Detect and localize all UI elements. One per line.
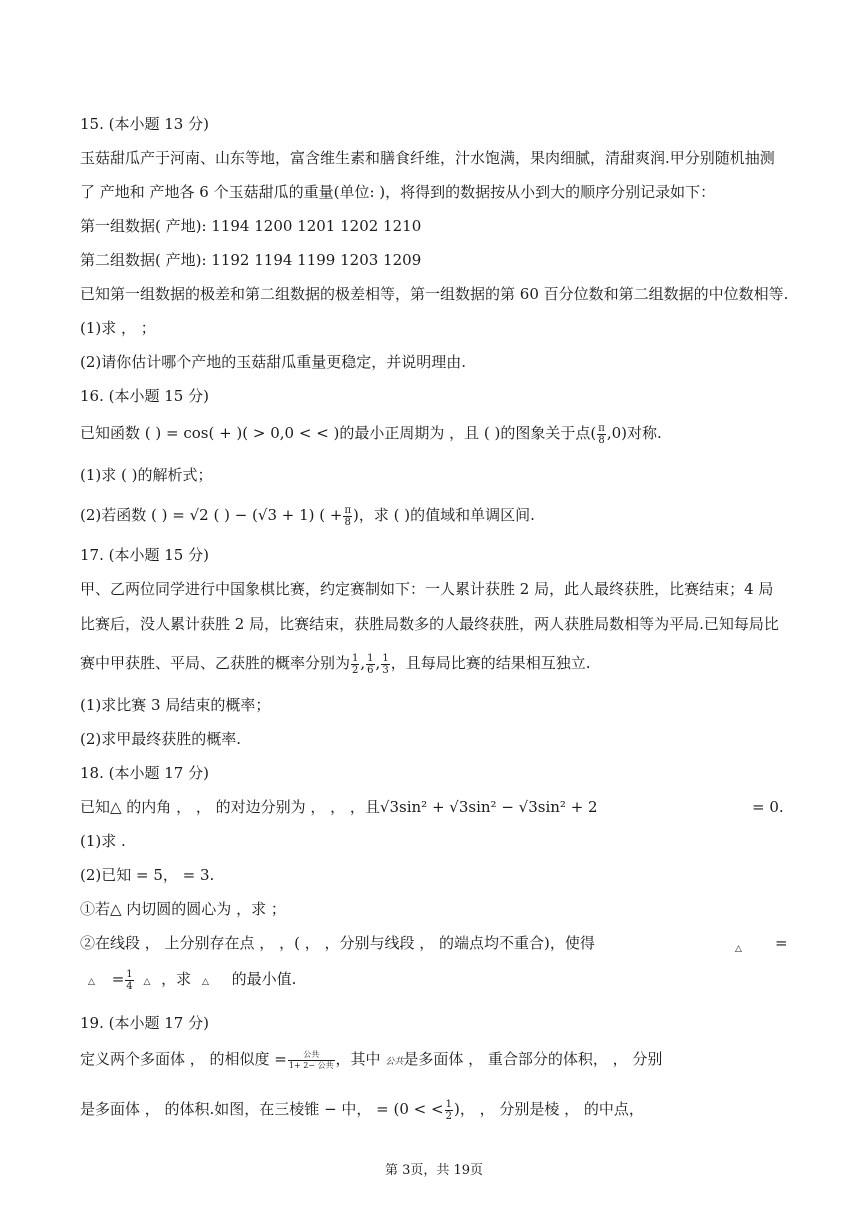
text-segment: (2)若函数 ( ) = √2 ( ) − (√3 + 1) ( +: [80, 506, 343, 524]
q17-text: 赛中甲获胜、平局、乙获胜的概率分别为 $\frac{1}{2}$ , $\frac{1}{6}$ , $\frac{1}{3}$ ，且每局比赛的结果相互独立.: [80, 652, 591, 676]
fraction: [597, 423, 606, 446]
text-segment: 是多面体 ， 的体积.如图，在三棱锥 − 中， = (0 < <: [80, 1100, 444, 1118]
q16-part1: (1)求 ( )的解析式；: [80, 466, 213, 484]
q19-text: [80, 1098, 798, 1122]
q17-part2: (2)求甲最终获胜的概率.: [80, 730, 242, 748]
text-segment: ，且每局比赛的结果相互独立.: [390, 654, 591, 672]
numerator: 1: [352, 652, 359, 664]
triangle-symbol: △: [143, 977, 151, 987]
q17-part1: (1)求比赛 3 局结束的概率；: [80, 696, 271, 714]
fraction: [445, 1099, 453, 1122]
q15-data-group1: 第一组数据( 产地): 1194 1200 1201 1202 1210: [80, 217, 422, 235]
text-segment: 已知函数 ( ) = cos( + )( > 0,0 < < )的最小正周期为 ，且 ( )的图象关于点(: [80, 424, 597, 442]
q16-heading: 16. (本小题 15 分): [80, 387, 209, 405]
q16-text: [80, 422, 798, 446]
fraction: [351, 653, 359, 676]
q18-part2-1: ①若△ 内切圆的圆心为 ，求 ；: [80, 900, 286, 918]
triangle-symbol: △: [201, 977, 209, 987]
q15-text: 玉菇甜瓜产于河南、山东等地，富含维生素和膳食纤维，汁水饱满，果肉细腻，清甜爽润.甲分别随机抽测: [80, 149, 775, 167]
q15-heading: 15. (本小题 13 分): [80, 115, 209, 133]
q17-text: 比赛后，没人累计获胜 2 局，比赛结束，获胜局数多的人最终获胜，两人获胜局数相等为平局.已知每局比: [80, 615, 779, 633]
denominator: 4: [126, 980, 133, 992]
text-segment: ,0)对称.: [606, 424, 662, 442]
q17-heading: 17. (本小题 15 分): [80, 546, 209, 564]
q15-text: 了 产地和 产地各 6 个玉菇甜瓜的重量(单位: )，将得到的数据按从小到大的顺序分别记录如下：: [80, 183, 716, 201]
denominator: 1+ 2− 公共: [288, 1060, 334, 1070]
numerator: π: [598, 422, 605, 434]
fraction: [125, 969, 133, 992]
q15-part2: (2)请你估计哪个产地的玉菇甜瓜重量更稳定，并说明理由.: [80, 353, 467, 371]
q15-text: 已知第一组数据的极差和第二组数据的极差相等，第一组数据的第 60 百分位数和第二组数据的中位数相等.: [80, 285, 789, 303]
subscript: 公共: [385, 1057, 404, 1067]
numerator: 1: [382, 652, 389, 664]
numerator: 1: [126, 968, 133, 980]
denominator: 3: [382, 664, 389, 676]
page-footer: 第 3页，共 19页: [384, 1163, 484, 1178]
fraction: [381, 653, 389, 676]
text-segment: )， ， 分别是棱 ， 的中点，: [453, 1100, 644, 1118]
denominator: 2: [352, 664, 359, 676]
text-segment: =: [775, 934, 788, 952]
fraction: [343, 505, 352, 528]
denominator: 8: [598, 434, 605, 446]
fraction: [366, 653, 374, 676]
triangle-symbol: △: [88, 977, 95, 987]
text-segment: )，求 ( )的值域和单调区间.: [353, 506, 535, 524]
text-segment: =: [111, 970, 125, 988]
denominator: 6: [367, 664, 374, 676]
q18-part2: (2)已知 = 5， = 3.: [80, 866, 215, 884]
text-segment: ②在线段 ， 上分别存在点 ， ，( ， ，分别与线段 ， 的端点均不重合)，使得: [80, 934, 595, 952]
text-segment: 定义两个多面体 ， 的相似度 =: [80, 1050, 287, 1068]
numerator: 1: [367, 652, 374, 664]
numerator: 公共: [288, 1050, 335, 1061]
q19-heading: 19. (本小题 17 分): [80, 1014, 209, 1032]
q18-heading: 18. (本小题 17 分): [80, 764, 209, 782]
numerator: π: [344, 504, 352, 516]
text-segment: 赛中甲获胜、平局、乙获胜的概率分别为: [80, 654, 351, 672]
text-segment: ，其中: [335, 1050, 381, 1068]
triangle-symbol: △: [735, 944, 742, 954]
text-segment: 已知△ 的内角 ， ， 的对边分别为 ， ， ，且√3sin² + √3sin² − √3sin² + 2: [80, 798, 598, 816]
text-segment: = 0.: [752, 798, 784, 816]
q15-part1: (1)求 ， ；: [80, 319, 156, 337]
q18-part2-2: [80, 968, 798, 993]
q18-part2-2: [80, 932, 798, 954]
q16-part2: [80, 504, 798, 528]
denominator: 2: [445, 1110, 452, 1122]
fraction: [288, 1050, 335, 1071]
text-segment: 是多面体 ， 重合部分的体积， ， 分别: [403, 1050, 663, 1068]
text-segment: ，求: [161, 970, 192, 988]
q15-data-group2: 第二组数据( 产地): 1192 1194 1199 1203 1209: [80, 251, 422, 269]
denominator: 8: [344, 516, 351, 528]
q18-part1: (1)求 .: [80, 832, 126, 850]
text-segment: 的最小值.: [231, 970, 297, 988]
numerator: 1: [445, 1098, 452, 1110]
q19-text: [80, 1048, 798, 1073]
q18-text: [80, 796, 798, 818]
q17-text: 甲、乙两位同学进行中国象棋比赛，约定赛制如下：一人累计获胜 2 局，此人最终获胜，比赛结束；4 局: [80, 580, 774, 598]
